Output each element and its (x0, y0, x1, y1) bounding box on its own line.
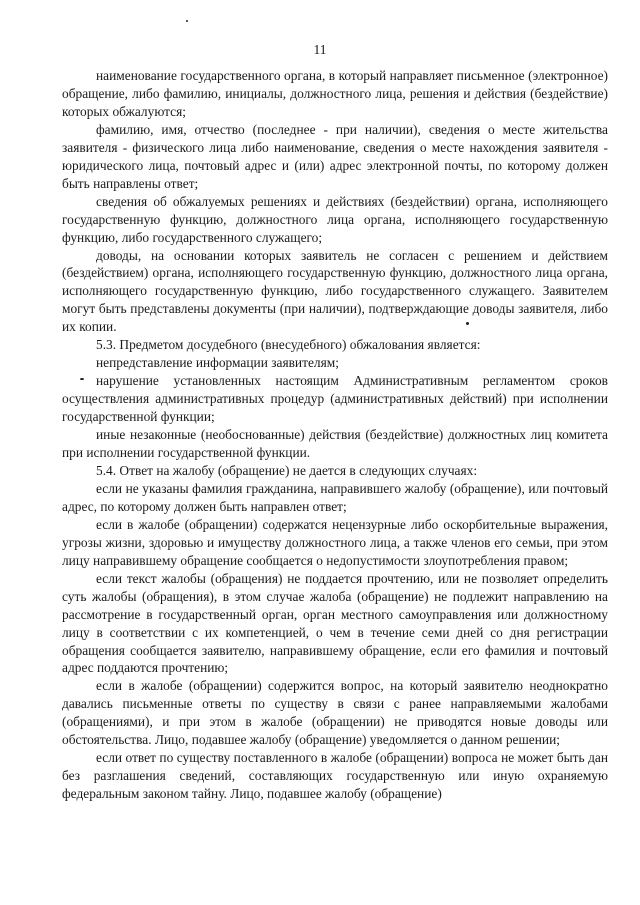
scan-speck (80, 378, 84, 380)
paragraph: если ответ по существу поставленного в жалобе (обращении) вопроса не может быть дан без разглашения сведений, составляющих государственную или иную охраняемую федеральным законом тайну. Лицо, подавшее жалобу (обращение) (62, 750, 608, 802)
paragraph: непредставление информации заявителям; (96, 355, 339, 371)
paragraph: если в жалобе (обращении) содержатся нецензурные либо оскорбительные выражения, угрозы жизни, здоровью и имуществу должностного лица, а также членов его семьи, при этом лицу направившему обращение сообщается о недопустимости злоупотребления правом; (62, 516, 608, 568)
paragraph: иные незаконные (необоснованные) действия (бездействие) должностных лиц комитета при исполнении государственной функции. (62, 427, 608, 461)
section-heading: 5.4. Ответ на жалобу (обращение) не дается в следующих случаях: (96, 462, 478, 478)
paragraph: если в жалобе (обращении) содержится вопрос, на который заявителю неоднократно давались письменные ответы по существу в связи с ранее направляемыми жалобами (обращениями), и при этом в жалобе (обращении) не приводятся новые доводы или обстоятельства. Лицо, подавшее жалобу (обращение) уведомляется о данном решении; (62, 678, 608, 748)
paragraph: фамилию, имя, отчество (последнее - при наличии), сведения о месте жительства заявителя - физического лица либо наименование, сведения о месте нахождения заявителя - юридического лица, почтовый адрес и (или) адрес электронной почты, по которому должен быть направлены ответ; (62, 121, 608, 191)
document-body (62, 67, 608, 803)
paragraph: если не указаны фамилия гражданина, направившего жалобу (обращение), или почтовый адрес, по которому должен быть направлен ответ; (62, 480, 608, 514)
scan-speck (186, 20, 188, 22)
paragraph: если текст жалобы (обращения) не поддается прочтению, или не позволяет определить суть жалобы (обращения), в этом случае жалоба (обращение) не подлежит направлению на рассмотрение в государственный орган, орган местного самоуправления или должностному лицу в соответствии с их компетенцией, о чем в течение семи дней со дня регистрации обращения сообщается заявителю, направившему обращение, если его фамилия и почтовый адрес поддаются прочтению; (62, 570, 608, 676)
page-number: 11 (313, 42, 327, 57)
section-heading: 5.3. Предметом досудебного (внесудебного) обжалования является: (96, 337, 481, 353)
paragraph: нарушение установленных настоящим Административным регламентом сроков осуществления административных процедур (административных действий) при исполнении государственной функции; (62, 373, 608, 425)
paragraph: доводы, на основании которых заявитель не согласен с решением и действием (бездействием) органа, исполняющего государственную функцию, должностного лица органа, исполняющего государственную функцию, либо государственного служащего. Заявителем могут быть представлены документы (при наличии), подтверждающие доводы заявителя, либо их копии. (62, 247, 608, 335)
paragraph: сведения об обжалуемых решениях и действиях (бездействии) органа, исполняющего государственную функцию, должностного лица органа, исполняющего государственную функцию, либо государственного служащего; (62, 193, 608, 245)
scan-speck (466, 322, 469, 325)
paragraph: наименование государственного органа, в который направляет письменное (электронное) обращение, либо фамилию, инициалы, должностного лица, решения и действия (бездействие) которых обжалуются; (62, 68, 608, 119)
